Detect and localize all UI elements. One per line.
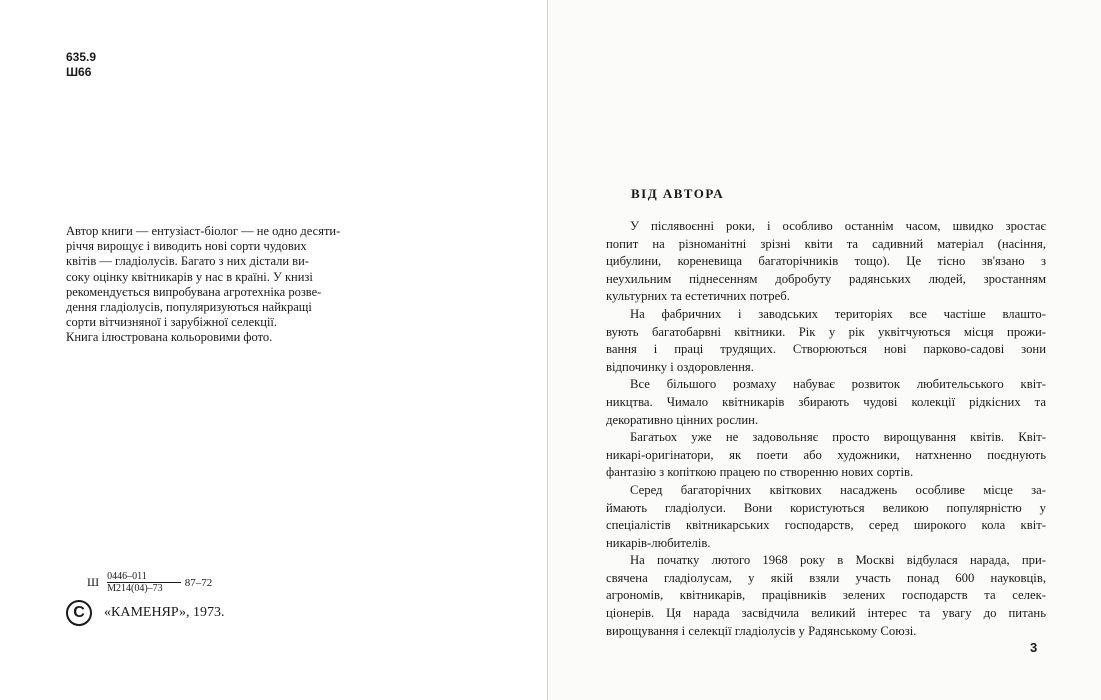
paragraph-line: фантазію з копіткою працею по створенню нових сортів.: [606, 465, 914, 480]
paragraph-line: ймають гладіолуси. Вони користуються великою популярністю у: [606, 500, 1046, 515]
paragraph: [606, 376, 1046, 429]
annotation-line: річчя вирощує і виводить нові сорти чудових: [66, 239, 307, 254]
annotation-line: Автор книги — ентузіаст-біолог — не одно десяти-: [66, 224, 341, 238]
paragraph-line: На початку лютого 1968 року в Москві відбулася нарада, при-: [630, 553, 1046, 568]
catalog-numerator: 0446–011: [107, 571, 181, 583]
left-page: [0, 0, 547, 700]
paragraph-line: Все більшого розмаху набуває розвиток любительського квіт-: [630, 377, 1046, 392]
paragraph-line: культурних та естетичних потреб.: [606, 289, 790, 304]
copyright: [66, 600, 225, 626]
paragraph: [606, 306, 1046, 376]
paragraph-line: свячена гладіолусам, у якій взяли участь понад 600 науковців,: [606, 570, 1046, 585]
classification-code: [66, 50, 96, 80]
paragraph-line: цибулини, кореневища багаторічників тощо). Це тісно зв'язано з: [606, 254, 1046, 269]
paragraph-line: На фабричних і заводських територіях все частіше влашто-: [630, 306, 1046, 321]
paragraph-line: никцтва. Чимало квітникарів збирають чудові колекції рідкісних та: [606, 394, 1046, 409]
annotation: [66, 224, 396, 346]
author-mark: Ш66: [66, 65, 92, 79]
paragraph-line: відпочинку і оздоровлення.: [606, 359, 754, 374]
annotation-line: рекомендується випробувана агротехніка розве-: [66, 284, 322, 299]
paragraph-line: декоративно цінних рослин.: [606, 412, 759, 427]
paragraph-line: никарів-любителів.: [606, 535, 711, 550]
paragraph-line: вують багатобарвні квітники. Рік у рік уквітчуються місця прожи-: [606, 324, 1046, 339]
paragraph: [606, 482, 1046, 552]
paragraph-line: У післявоєнні роки, і особливо останнім часом, швидко зростає: [630, 219, 1046, 233]
paragraph-line: вання і праці трудящих. Створюються нові парково-садові зони: [606, 342, 1046, 357]
annotation-line: квітів — гладіолусів. Багато з них дістали ви-: [66, 254, 309, 269]
paragraph-line: попит на різноманітні зрізні квіти та садивний матеріал (насіння,: [606, 236, 1046, 251]
catalog-index: [87, 571, 212, 594]
paragraph-line: Багатьох уже не задовольняє просто вирощування квітів. Квіт-: [630, 430, 1046, 445]
paragraph: [606, 429, 1046, 482]
annotation-line: Книга ілюстрована кольоровими фото.: [66, 330, 273, 345]
preface-text: [606, 218, 1046, 640]
paragraph-line: Серед багаторічних квіткових насаджень особливе місце за-: [630, 482, 1046, 497]
paragraph-line: никарі-оригінатори, як поети або художники, натхненно поєднують: [606, 447, 1046, 462]
paragraph-line: ціонерів. Ця нарада засвідчила великий інтерес та увагу до питань: [606, 606, 1046, 621]
udc-code: 635.9: [66, 50, 97, 64]
catalog-suffix: 87–72: [184, 576, 213, 589]
section-heading: ВІД АВТОРА: [631, 186, 725, 201]
paragraph-line: агрономів, квітникарів, працівників зелених господарств та селек-: [606, 588, 1046, 603]
page-number: 3: [1030, 640, 1038, 655]
catalog-denominator: М214(04)–73: [107, 583, 163, 594]
annotation-line: сорти вітчизняної і зарубіжної селекції.: [66, 315, 278, 330]
annotation-line: соку оцінку квітникарів у нас в країні. У книзі: [66, 269, 313, 284]
catalog-letter: Ш: [87, 575, 100, 589]
catalog-fraction: [107, 571, 181, 594]
publisher-text: «КАМЕНЯР», 1973.: [104, 605, 225, 620]
copyright-icon: C: [66, 600, 92, 626]
paragraph-line: спеціалістів квітникарських господарств, серед широкого кола квіт-: [606, 518, 1046, 533]
paragraph: [606, 552, 1046, 640]
paragraph-line: неухильним піднесенням добробуту радянських людей, зростанням: [606, 271, 1046, 286]
annotation-line: дення гладіолусів, популяризуються найкращі: [66, 300, 312, 315]
paragraph: [606, 218, 1046, 306]
paragraph-line: вирощування і селекції гладіолусів у Радянському Союзі.: [606, 623, 917, 638]
